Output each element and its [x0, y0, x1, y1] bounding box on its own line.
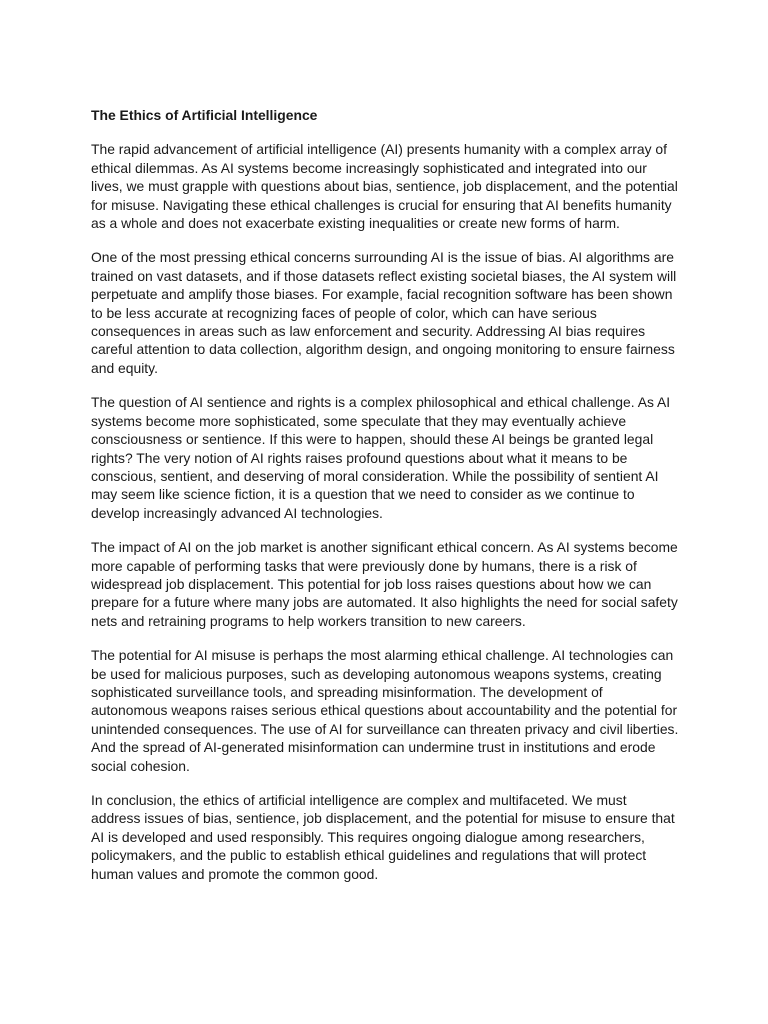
paragraph-bias: One of the most pressing ethical concerns surrounding AI is the issue of bias. AI algorithms are trained on vast datasets, and if those datasets reflect existing societal biases, the AI system will perpetuate and amplify those biases. For example, facial recognition software has been shown to be less accurate at recognizing faces of people of color, which can have serious consequences in areas such as law enforcement and security. Addressing AI bias requires careful attention to data collection, algorithm design, and ongoing monitoring to ensure fairness and equity.	[91, 249, 677, 376]
paragraph-sentience: The question of AI sentience and rights is a complex philosophical and ethical challenge. As AI systems become more sophisticated, some speculate that they may eventually achieve consciousness or sentience. If this were to happen, should these AI beings be granted legal rights? The very notion of AI rights raises profound questions about what it means to be conscious, sentient, and deserving of moral consideration. While the possibility of sentient AI may seem like science fiction, it is a question that we need to consider as we continue to develop increasingly advanced AI technologies.	[91, 394, 671, 521]
document-body	[91, 106, 679, 899]
paragraph-misuse: The potential for AI misuse is perhaps the most alarming ethical challenge. AI technologies can be used for malicious purposes, such as developing autonomous weapons systems, creating sophisticated surveillance tools, and spreading misinformation. The development of autonomous weapons raises serious ethical questions about accountability and the potential for unintended consequences. The use of AI for surveillance can threaten privacy and civil liberties. And the spread of AI-generated misinformation can undermine trust in institutions and erode social cohesion.	[91, 647, 679, 774]
document-title: The Ethics of Artificial Intelligence	[91, 107, 318, 123]
paragraph-introduction: The rapid advancement of artificial intelligence (AI) presents humanity with a complex array of ethical dilemmas. As AI systems become increasingly sophisticated and integrated into our lives, we must grapple with questions about bias, sentience, job displacement, and the potential for misuse. Navigating these ethical challenges is crucial for ensuring that AI benefits humanity as a whole and does not exacerbate existing inequalities or create new forms of harm.	[91, 141, 678, 232]
paragraph-job-market: The impact of AI on the job market is another significant ethical concern. As AI systems become more capable of performing tasks that were previously done by humans, there is a risk of widespread job displacement. This potential for job loss raises questions about how we can prepare for a future where many jobs are automated. It also highlights the need for social safety nets and retraining programs to help workers transition to new careers.	[91, 539, 678, 629]
paragraph-conclusion: In conclusion, the ethics of artificial intelligence are complex and multifaceted. We must address issues of bias, sentience, job displacement, and the potential for misuse to ensure that AI is developed and used responsibly. This requires ongoing dialogue among researchers, policymakers, and the public to establish ethical guidelines and regulations that will protect human values and promote the common good.	[91, 792, 675, 882]
